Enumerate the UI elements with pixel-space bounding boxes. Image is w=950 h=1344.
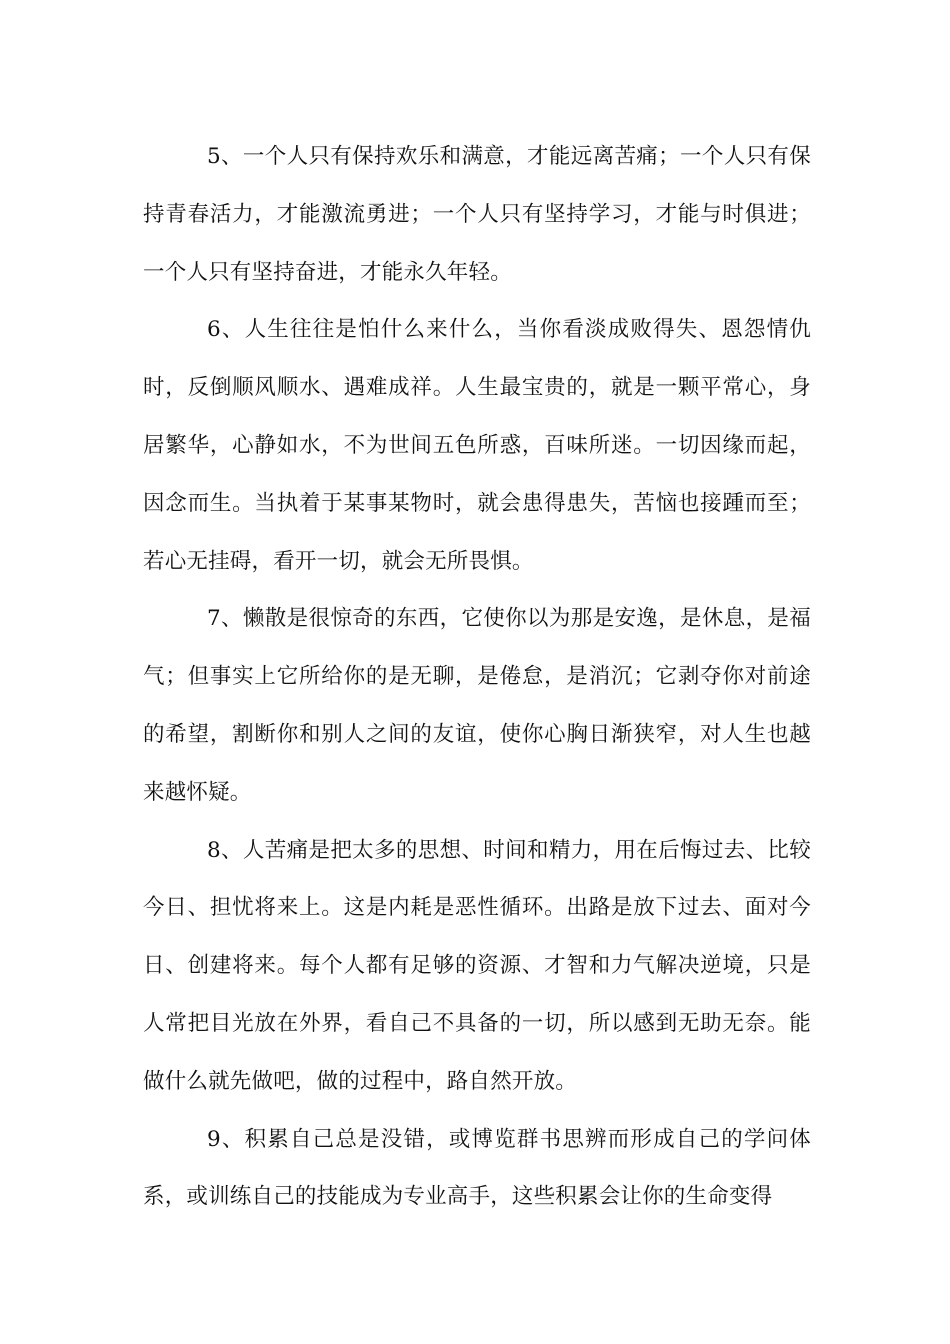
paragraph-8: 8、人苦痛是把太多的思想、时间和精力，用在后悔过去、比较今日、担忧将来上。这是内耗是恶性循环。出路是放下过去、面对今日、创建将来。每个人都有足够的资源、才智和力气解决逆境，只是人常把目光放在外界，看自己不具备的一切，所以感到无助无奈。能做什么就先做吧，做的过程中，路自然开放。 — [143, 837, 811, 1094]
paragraph-5: 5、一个人只有保持欢乐和满意，才能远离苦痛；一个人只有保持青春活力，才能激流勇进；一个人只有坚持学习，才能与时俱进；一个人只有坚持奋进，才能永久年轻。 — [143, 144, 811, 285]
paragraph-7: 7、懒散是很惊奇的东西，它使你以为那是安逸，是休息，是福气；但事实上它所给你的是无聊，是倦怠，是消沉；它剥夺你对前途的希望，割断你和别人之间的友谊，使你心胸日渐狭窄，对人生也越来越怀疑。 — [143, 606, 811, 805]
document-body — [143, 128, 811, 1226]
paragraph-9: 9、积累自己总是没错，或博览群书思辨而形成自己的学问体系，或训练自己的技能成为专业高手，这些积累会让你的生命变得 — [143, 1126, 811, 1210]
paragraph-6: 6、人生往往是怕什么来什么，当你看淡成败得失、恩怨情仇时，反倒顺风顺水、遇难成祥。人生最宝贵的，就是一颗平常心，身居繁华，心静如水，不为世间五色所惑，百味所迷。一切因缘而起，因念而生。当执着于某事某物时，就会患得患失，苦恼也接踵而至；若心无挂碍，看开一切，就会无所畏惧。 — [143, 317, 811, 574]
